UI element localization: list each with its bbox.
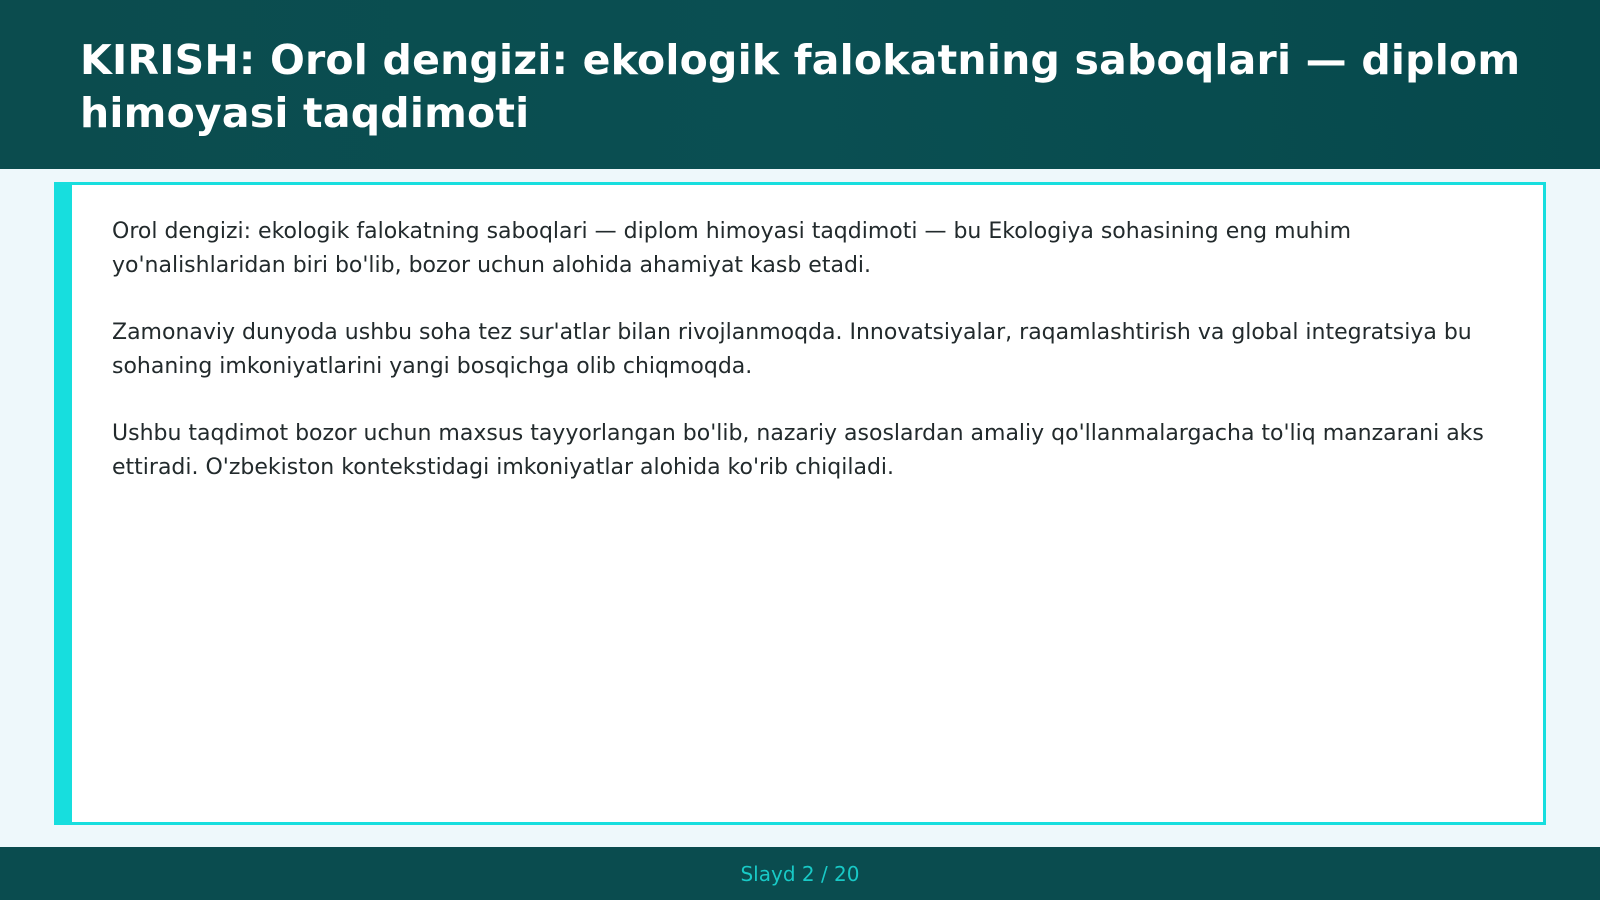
content-card	[54, 182, 1546, 825]
paragraph-intro: Orol dengizi: ekologik falokatning saboqlari — diplom himoyasi taqdimoti — bu Ekologiya sohasining eng muhim yo'nalishlaridan biri bo'lib, bozor uchun alohida ahamiyat kasb etadi.	[112, 219, 1352, 278]
content-body	[112, 215, 1497, 518]
slide-title: KIRISH: Orol dengizi: ekologik falokatning saboqlari — diplom himoyasi taqdimoti	[80, 36, 1521, 137]
slide-counter: Slayd 2 / 20	[740, 861, 860, 886]
paragraph-presentation-scope: Ushbu taqdimot bozor uchun maxsus tayyorlangan bo'lib, nazariy asoslardan amaliy qo'llanmalargacha to'liq manzarani aks ettiradi. O'zbekiston kontekstidagi imkoniyatlar alohida ko'rib chiqiladi.	[112, 421, 1484, 480]
slide-header	[0, 0, 1600, 169]
slide-footer	[0, 847, 1600, 900]
paragraph-modern-world: Zamonaviy dunyoda ushbu soha tez sur'atlar bilan rivojlanmoqda. Innovatsiyalar, raqamlashtirish va global integratsiya bu sohaning imkoniyatlarini yangi bosqichga olib chiqmoqda.	[112, 320, 1472, 379]
